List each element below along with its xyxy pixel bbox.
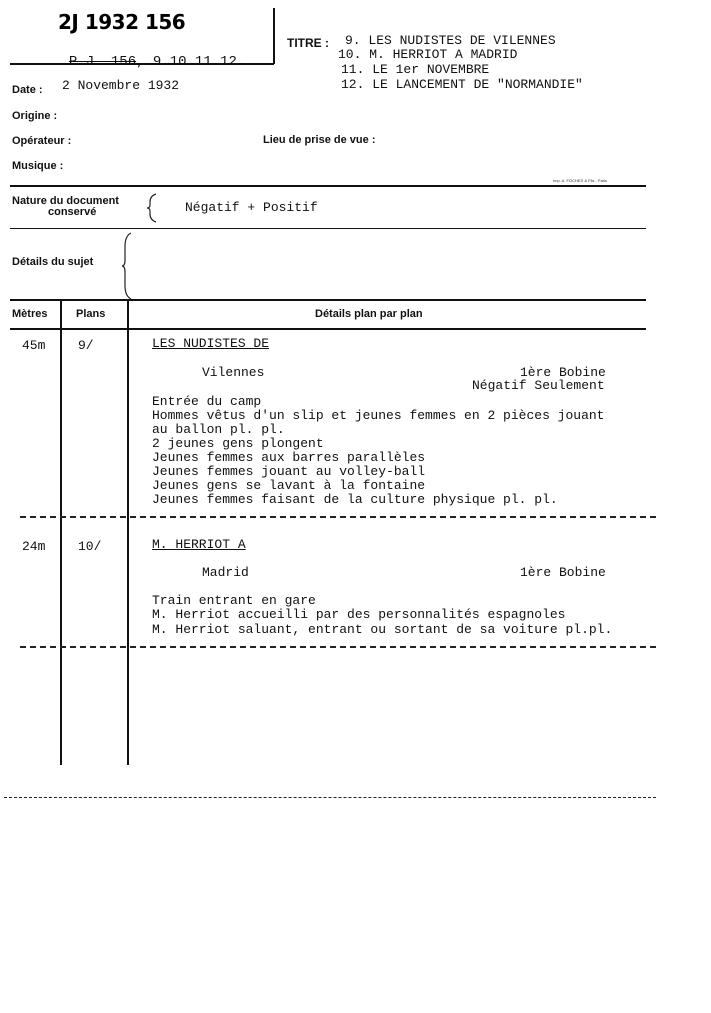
row1-line-8: Jeunes femmes faisant de la culture physique pl. pl.	[152, 492, 558, 507]
header-box-right-border	[273, 8, 275, 64]
row2-separator	[20, 646, 656, 648]
details-sujet-label: Détails du sujet	[12, 256, 94, 268]
origine-label: Origine :	[12, 110, 58, 122]
row1-metres: 45m	[22, 338, 46, 353]
details-brace-icon	[122, 232, 134, 300]
table-header-bottom-line	[10, 328, 646, 330]
row2-bobine: 1ère Bobine	[520, 565, 606, 580]
lieu-label: Lieu de prise de vue :	[263, 134, 376, 146]
table-top-line	[10, 299, 646, 301]
row1-subtitle: Vilennes	[202, 365, 265, 380]
row2-line-2: M. Herriot accueilli par des personnalités espagnoles	[152, 607, 566, 622]
reference-numbers: , 9.10.11.12.	[136, 54, 246, 70]
title-line-3: 11. LE 1er NOVEMBRE	[341, 62, 490, 77]
row1-line-3: au ballon pl. pl.	[152, 422, 285, 437]
date-value: 2 Novembre 1932	[62, 78, 180, 93]
row1-plan: 9/	[78, 338, 94, 353]
row1-note: Négatif Seulement	[472, 378, 605, 393]
row2-plan: 10/	[78, 539, 102, 554]
nature-brace-icon	[147, 193, 159, 223]
printer-imprint: Imp. A. FOCHES & Fils - Paris	[553, 178, 608, 183]
col-header-details: Détails plan par plan	[315, 308, 423, 320]
row1-line-5: Jeunes femmes aux barres parallèles	[152, 450, 426, 465]
column-divider-2	[127, 300, 129, 765]
row1-line-6: Jeunes femmes jouant au volley-ball	[152, 464, 426, 479]
titre-label: TITRE :	[287, 36, 329, 50]
nature-label-line1: Nature du document	[12, 195, 119, 207]
row1-line-2: Hommes vêtus d'un slip et jeunes femmes en 2 pièces jouant	[152, 408, 605, 423]
col-header-plans: Plans	[76, 308, 106, 320]
date-label: Date :	[12, 84, 43, 96]
nature-label-line2: conservé	[48, 206, 97, 218]
reference-line	[60, 34, 245, 70]
page-bottom-line	[4, 797, 656, 798]
column-divider-1	[60, 301, 62, 765]
nature-value: Négatif + Positif	[185, 200, 318, 215]
title-line-2: 10. M. HERRIOT A MADRID	[338, 47, 518, 62]
row1-line-4: 2 jeunes gens plongent	[152, 436, 324, 451]
operateur-label: Opérateur :	[12, 135, 72, 147]
fields-separator-line	[10, 185, 646, 187]
row1-line-1: Entrée du camp	[152, 394, 262, 409]
title-line-4: 12. LE LANCEMENT DE "NORMANDIE"	[341, 77, 583, 92]
row2-metres: 24m	[22, 539, 46, 554]
row2-subtitle: Madrid	[202, 565, 249, 580]
row1-bobine: 1ère Bobine	[520, 365, 606, 380]
row1-separator	[20, 516, 656, 518]
nature-separator-line	[10, 228, 646, 229]
handwritten-reference: 2J 1932 156	[58, 10, 186, 34]
row2-line-1: Train entrant en gare	[152, 593, 316, 608]
old-reference: P.J. 156	[68, 54, 137, 70]
title-line-1: 9. LES NUDISTES DE VILENNES	[345, 33, 556, 48]
col-header-metres: Mètres	[12, 308, 48, 320]
row2-title: M. HERRIOT A	[152, 537, 246, 552]
row2-line-3: M. Herriot saluant, entrant ou sortant de sa voiture pl.pl.	[152, 622, 613, 637]
row1-title: LES NUDISTES DE	[152, 336, 270, 351]
musique-label: Musique :	[12, 160, 64, 172]
row1-line-7: Jeunes gens se lavant à la fontaine	[152, 478, 426, 493]
